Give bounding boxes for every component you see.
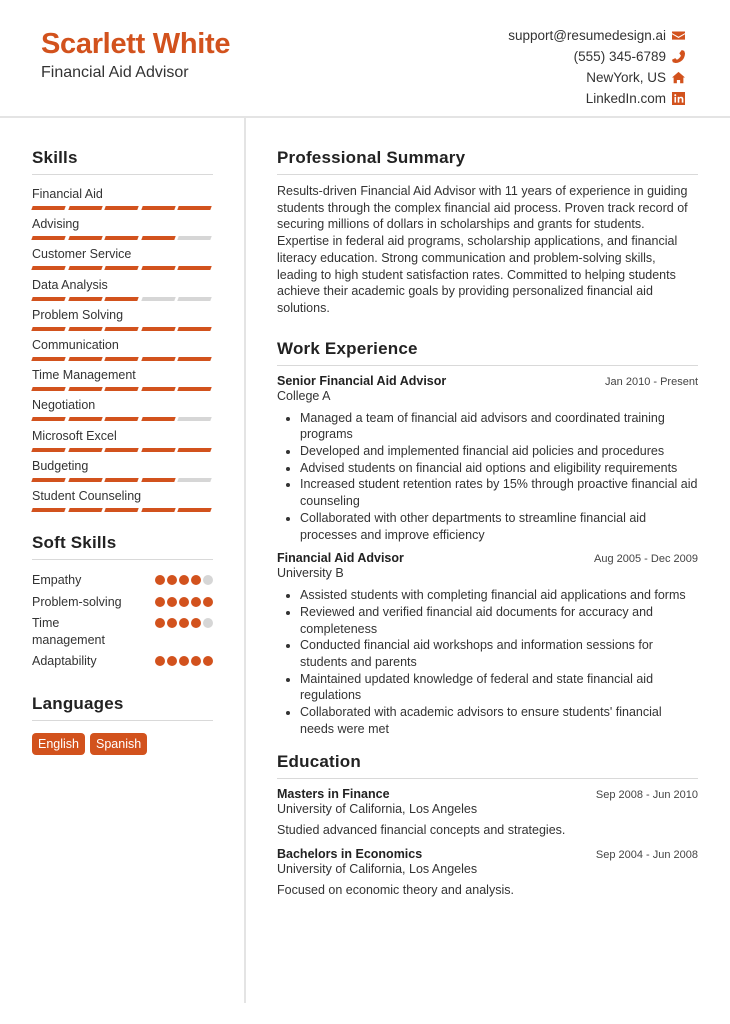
education-date: Sep 2004 - Jun 2008 xyxy=(595,848,698,861)
level-segment xyxy=(68,327,102,331)
skill-item xyxy=(32,368,213,398)
level-segment xyxy=(104,236,138,240)
level-segment xyxy=(68,297,102,301)
jobs-list xyxy=(277,374,698,738)
level-segment xyxy=(104,478,138,482)
level-segment xyxy=(31,236,65,240)
skill-label: Problem Solving xyxy=(32,307,124,322)
education-entry xyxy=(277,847,698,899)
skill-level-bar xyxy=(32,478,213,482)
level-segment xyxy=(178,478,212,482)
level-segment xyxy=(68,206,102,210)
level-segment xyxy=(31,448,65,452)
level-segment xyxy=(31,508,65,512)
level-segment xyxy=(68,236,102,240)
contact-linkedin[interactable] xyxy=(508,88,685,109)
soft-skill-item xyxy=(32,653,213,670)
contact-phone-text: (555) 345-6789 xyxy=(573,49,666,64)
home-icon xyxy=(672,71,685,84)
bullet-item: • Managed a team of financial aid advisors and coordinated training programs xyxy=(300,410,698,443)
level-segment xyxy=(68,478,102,482)
rating-dot xyxy=(179,597,189,607)
job-organization: College A xyxy=(277,388,331,403)
soft-skills-section xyxy=(32,533,213,670)
summary-section xyxy=(277,148,698,317)
experience-section xyxy=(277,339,698,738)
education-entry xyxy=(277,787,698,839)
bullet-item: • Developed and implemented financial aid policies and procedures xyxy=(300,443,698,460)
skill-level-bar xyxy=(32,387,213,391)
level-segment xyxy=(68,448,102,452)
bullet-item: • Collaborated with other departments to streamline financial aid processes and improve efficiency xyxy=(300,510,698,543)
skill-label: Advising xyxy=(32,217,80,232)
contact-location-text: NewYork, US xyxy=(586,70,666,85)
level-segment xyxy=(31,206,65,210)
skill-level-bar xyxy=(32,448,213,452)
bullet-item: • Conducted financial aid workshops and information sessions for students and parents xyxy=(300,637,698,670)
job-bullets xyxy=(300,587,698,737)
rating-dot xyxy=(203,656,213,666)
contact-list xyxy=(508,25,685,109)
soft-skill-rating xyxy=(155,575,213,585)
education-list xyxy=(277,787,698,899)
languages-list xyxy=(32,733,213,755)
summary-text: Results-driven Financial Aid Advisor with 11 years of experience in guiding students through the complex financial aid process. Proven track record of securing millions of dollars in scholarships and grants for students. Expertise in federal aid programs, scholarship applications, and financial literacy education. Strong communication and problem-solving skills, leading to high student satisfaction rates. Committed to helping students achieve their academic goals by providing personalized financial aid solutions. xyxy=(277,184,688,315)
contact-email[interactable] xyxy=(508,25,685,46)
contact-phone[interactable] xyxy=(508,46,685,67)
level-segment xyxy=(104,327,138,331)
job-header xyxy=(277,374,698,388)
soft-skill-rating xyxy=(155,656,213,666)
column-divider xyxy=(244,118,246,1003)
skill-item xyxy=(32,429,213,459)
bullet-item: • Reviewed and verified financial aid documents for accuracy and completeness xyxy=(300,604,698,637)
job-title: Senior Financial Aid Advisor xyxy=(277,373,447,388)
rating-dot xyxy=(167,575,177,585)
school: University of California, Los Angeles xyxy=(277,861,478,876)
level-segment xyxy=(178,206,212,210)
right-column xyxy=(277,148,698,907)
level-segment xyxy=(68,417,102,421)
education-date: Sep 2008 - Jun 2010 xyxy=(595,788,698,801)
skill-item xyxy=(32,308,213,338)
skill-label: Microsoft Excel xyxy=(32,428,117,443)
soft-skills-heading: Soft Skills xyxy=(32,533,213,560)
level-segment xyxy=(178,357,212,361)
level-segment xyxy=(31,327,65,331)
education-description: Focused on economic theory and analysis. xyxy=(277,882,514,897)
skill-item xyxy=(32,217,213,247)
bullet-item: • Advised students on financial aid options and eligibility requirements xyxy=(300,460,698,477)
level-segment xyxy=(178,266,212,270)
level-segment xyxy=(31,357,65,361)
level-segment xyxy=(178,448,212,452)
bullet-item: • Maintained updated knowledge of federal and state financial aid regulations xyxy=(300,671,698,704)
level-segment xyxy=(31,297,65,301)
skill-label: Data Analysis xyxy=(32,277,108,292)
level-segment xyxy=(141,206,175,210)
rating-dot xyxy=(191,597,201,607)
soft-skills-list xyxy=(32,572,213,670)
skill-level-bar xyxy=(32,206,213,210)
skill-item xyxy=(32,187,213,217)
skill-level-bar xyxy=(32,236,213,240)
contact-location xyxy=(508,67,685,88)
bullet-item: • Increased student retention rates by 15% through proactive financial aid counseling xyxy=(300,476,698,509)
job-date: Jan 2010 - Present xyxy=(605,375,698,388)
soft-skill-rating xyxy=(155,618,213,628)
level-segment xyxy=(141,417,175,421)
resume-header xyxy=(0,0,730,118)
job-title: Financial Aid Advisor xyxy=(277,551,404,566)
level-segment xyxy=(141,478,175,482)
level-segment xyxy=(104,508,138,512)
skill-label: Customer Service xyxy=(32,247,132,262)
job-organization: University B xyxy=(277,566,344,581)
degree: Masters in Finance xyxy=(277,786,390,801)
job-header xyxy=(277,551,698,565)
skills-section xyxy=(32,148,213,519)
level-segment xyxy=(178,508,212,512)
summary-heading: Professional Summary xyxy=(277,148,698,175)
rating-dot xyxy=(179,618,189,628)
soft-skill-item xyxy=(32,594,213,611)
level-segment xyxy=(178,327,212,331)
skill-item xyxy=(32,459,213,489)
bullet-item: • Collaborated with academic advisors to ensure students' financial needs were met xyxy=(300,704,698,737)
level-segment xyxy=(31,417,65,421)
experience-heading: Work Experience xyxy=(277,339,698,366)
level-segment xyxy=(68,357,102,361)
level-segment xyxy=(178,387,212,391)
level-segment xyxy=(141,448,175,452)
rating-dot xyxy=(179,575,189,585)
rating-dot xyxy=(191,618,201,628)
level-segment xyxy=(141,297,175,301)
rating-dot xyxy=(203,597,213,607)
education-header xyxy=(277,787,698,801)
job-date: Aug 2005 - Dec 2009 xyxy=(594,553,698,566)
skills-list xyxy=(32,187,213,519)
job-entry xyxy=(277,374,698,544)
skill-item xyxy=(32,247,213,277)
skill-label: Financial Aid xyxy=(32,187,103,201)
candidate-title: Financial Aid Advisor xyxy=(41,64,189,81)
job-bullets xyxy=(300,410,698,544)
envelope-icon xyxy=(672,29,685,42)
level-segment xyxy=(141,327,175,331)
level-segment xyxy=(31,387,65,391)
level-segment xyxy=(178,297,212,301)
level-segment xyxy=(141,357,175,361)
rating-dot xyxy=(155,575,165,585)
level-segment xyxy=(141,508,175,512)
soft-skill-item xyxy=(32,572,213,589)
rating-dot xyxy=(191,656,201,666)
rating-dot xyxy=(167,597,177,607)
rating-dot xyxy=(155,618,165,628)
level-segment xyxy=(141,266,175,270)
rating-dot xyxy=(203,575,213,585)
contact-email-text: support@resumedesign.ai xyxy=(508,28,666,43)
skill-item xyxy=(32,398,213,428)
soft-skill-label: Problem-solving xyxy=(32,594,122,609)
candidate-name: Scarlett White xyxy=(41,28,231,60)
soft-skill-item xyxy=(32,615,213,648)
bullet-item: • Assisted students with completing financial aid applications and forms xyxy=(300,587,698,604)
level-segment xyxy=(104,266,138,270)
level-segment xyxy=(141,387,175,391)
rating-dot xyxy=(155,656,165,666)
level-segment xyxy=(178,417,212,421)
language-tag: English xyxy=(32,733,85,755)
job-entry xyxy=(277,551,698,737)
skill-label: Student Counseling xyxy=(32,488,142,503)
degree: Bachelors in Economics xyxy=(277,846,423,861)
language-tag: Spanish xyxy=(90,733,147,755)
skill-level-bar xyxy=(32,357,213,361)
level-segment xyxy=(68,508,102,512)
rating-dot xyxy=(179,656,189,666)
soft-skill-label: Adaptability xyxy=(32,654,97,669)
level-segment xyxy=(178,236,212,240)
education-heading: Education xyxy=(277,752,698,779)
skill-label: Time Management xyxy=(32,368,136,383)
skill-label: Budgeting xyxy=(32,458,89,473)
soft-skill-rating xyxy=(155,597,213,607)
level-segment xyxy=(104,297,138,301)
rating-dot xyxy=(167,618,177,628)
soft-skill-label: Time management xyxy=(32,616,105,647)
rating-dot xyxy=(155,597,165,607)
skill-level-bar xyxy=(32,508,213,512)
school: University of California, Los Angeles xyxy=(277,801,478,816)
level-segment xyxy=(141,236,175,240)
contact-linkedin-text: LinkedIn.com xyxy=(585,91,666,106)
skills-heading: Skills xyxy=(32,148,213,175)
languages-section xyxy=(32,694,213,755)
languages-heading: Languages xyxy=(32,694,213,721)
linkedin-icon xyxy=(672,92,685,105)
level-segment xyxy=(104,448,138,452)
left-column xyxy=(32,148,213,755)
skill-level-bar xyxy=(32,266,213,270)
level-segment xyxy=(104,417,138,421)
level-segment xyxy=(31,478,65,482)
level-segment xyxy=(104,387,138,391)
education-header xyxy=(277,847,698,861)
rating-dot xyxy=(167,656,177,666)
skill-level-bar xyxy=(32,327,213,331)
skill-label: Communication xyxy=(32,337,119,352)
skill-level-bar xyxy=(32,297,213,301)
skill-level-bar xyxy=(32,417,213,421)
level-segment xyxy=(104,357,138,361)
level-segment xyxy=(31,266,65,270)
rating-dot xyxy=(203,618,213,628)
level-segment xyxy=(68,266,102,270)
level-segment xyxy=(104,206,138,210)
soft-skill-label: Empathy xyxy=(32,573,82,588)
education-section xyxy=(277,752,698,899)
skill-item xyxy=(32,489,213,519)
phone-icon xyxy=(672,50,685,63)
skill-item xyxy=(32,338,213,368)
skill-label: Negotiation xyxy=(32,398,96,413)
level-segment xyxy=(68,387,102,391)
education-description: Studied advanced financial concepts and strategies. xyxy=(277,822,566,837)
rating-dot xyxy=(191,575,201,585)
skill-item xyxy=(32,278,213,308)
